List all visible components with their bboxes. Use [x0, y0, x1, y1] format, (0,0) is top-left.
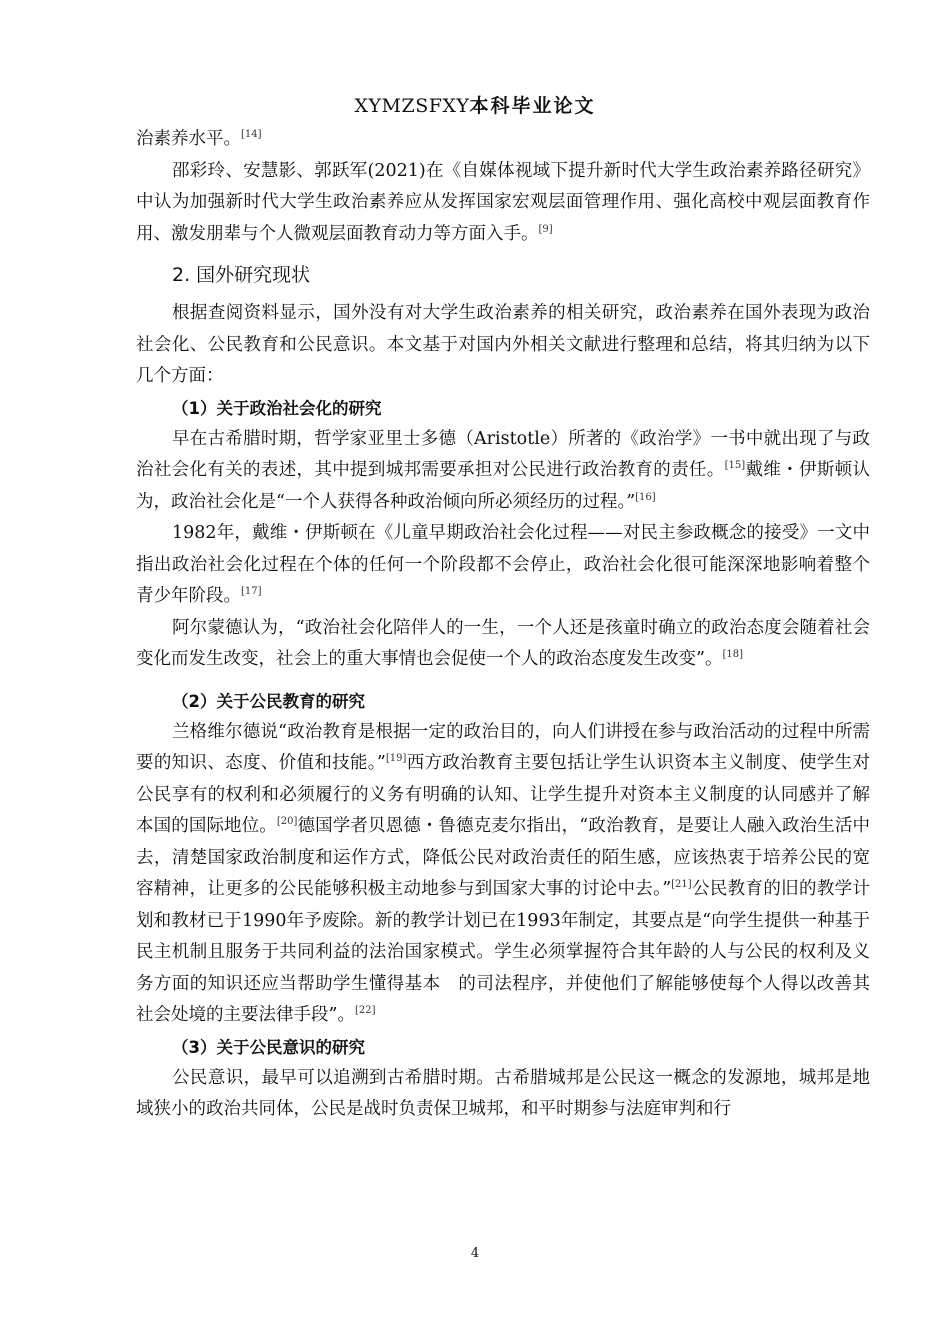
page-number: 4 — [470, 1246, 480, 1261]
subsection-heading: （1）关于政治社会化的研究 — [172, 398, 382, 418]
paragraph-text: 阿尔蒙德认为，“政治社会化陪伴人的一生，一个人还是孩童时确立的政治态度会随着社会变化而发生改变，社会上的重大事情也会促使一个人的政治态度发生改变”。 — [136, 617, 870, 669]
paragraph-text: 戴维・伊斯顿认为，政治社会化是“一个人获得各种政治倾向所必须经历的过程。” — [136, 460, 870, 512]
paragraph-text: 德国学者贝恩德・鲁德克麦尔指出，“政治教育，是要让人融入政治生活中去，清楚国家政治制度和运作方式，降低公民对政治责任的陌生感，应该热衷于培养公民的宽容精神，让更多的公民能够积极主动地参与到国家大事的讨论中去。” — [136, 816, 871, 899]
paragraph-text: 治素养水平。 — [136, 129, 241, 149]
citation: [18] — [722, 649, 743, 661]
section-heading: 2. 国外研究现状 — [172, 264, 311, 286]
paragraph — [136, 156, 870, 251]
paragraph-text: 早在古希腊时期，哲学家亚里士多德（Aristotle）所著的《政治学》一书中就出现了与政治社会化有关的表述，其中提到城邦需要承担对公民进行政治教育的责任。 — [136, 428, 870, 480]
paragraph-continued — [136, 124, 870, 156]
page-header — [0, 93, 950, 119]
citation: [22] — [354, 1005, 376, 1017]
citation: [17] — [241, 586, 262, 598]
header-label: 本科毕业论文 — [469, 95, 596, 117]
citation: [9] — [538, 223, 553, 235]
subsection-heading: （3）关于公民意识的研究 — [172, 1037, 365, 1057]
citation: [16] — [635, 491, 656, 503]
citation: [19] — [385, 753, 407, 765]
citation: [21] — [671, 879, 692, 891]
paragraph — [136, 424, 870, 519]
citation: [15] — [724, 460, 746, 472]
header-code: XYMZSFXY — [354, 95, 470, 117]
paragraph-text: 兰格维尔德说“政治教育是根据一定的政治目的，向人们讲授在参与政治活动的过程中所需要的知识、态度、价值和技能。” — [136, 721, 870, 773]
paragraph: 公民意识，最早可以追溯到古希腊时期。古希腊城邦是公民这一概念的发源地，城邦是地域狭小的政治共同体，公民是战时负责保卫城邦，和平时期参与法庭审判和行 — [136, 1067, 870, 1119]
citation: [14] — [241, 129, 262, 141]
citation: [20] — [276, 816, 298, 828]
paragraph: 根据查阅资料显示，国外没有对大学生政治素养的相关研究，政治素养在国外表现为政治社会化、公民教育和公民意识。本文基于对国内外相关文献进行整理和总结，将其归纳为以下几个方面： — [136, 303, 870, 386]
paragraph — [136, 613, 870, 676]
paragraph — [136, 717, 870, 1032]
document-body — [136, 124, 870, 1126]
paragraph-text: 西方政治教育主要包括让学生认识资本主义制度、使学生对公民享有的权利和必须履行的义务有明确的认知、让学生提升对资本主义制度的认同感并了解本国的国际地位。 — [136, 753, 870, 836]
subsection-heading: （2）关于公民教育的研究 — [172, 691, 365, 711]
paragraph-text: 邵彩玲、安慧影、郭跃军(2021)在《自媒体视域下提升新时代大学生政治素养路径研究》中认为加强新时代大学生政治素养应从发挥国家宏观层面管理作用、强化高校中观层面教育作用、激发朋辈与个人微观层面教育动力等方面入手。 — [136, 160, 870, 244]
paragraph-text: 公民教育的旧的教学计划和教材已于1990年予废除。新的教学计划已在1993年制定，其要点是“向学生提供一种基于民主机制且服务于共同利益的法治国家模式。学生必须掌握符合其年龄的人与公民的权利及义务方面的知识还应当帮助学生懂得基本 的司法程序，并使他们了解能够使每个人得以改善其社会处境的主要法律手段”。 — [136, 879, 871, 1025]
paragraph — [136, 518, 870, 613]
paragraph-text: 1982年，戴维・伊斯顿在《儿童早期政治社会化过程——对民主参政概念的接受》一文中指出政治社会化过程在个体的任何一个阶段都不会停止，政治社会化很可能深深地影响着整个青少年阶段。 — [136, 523, 870, 606]
